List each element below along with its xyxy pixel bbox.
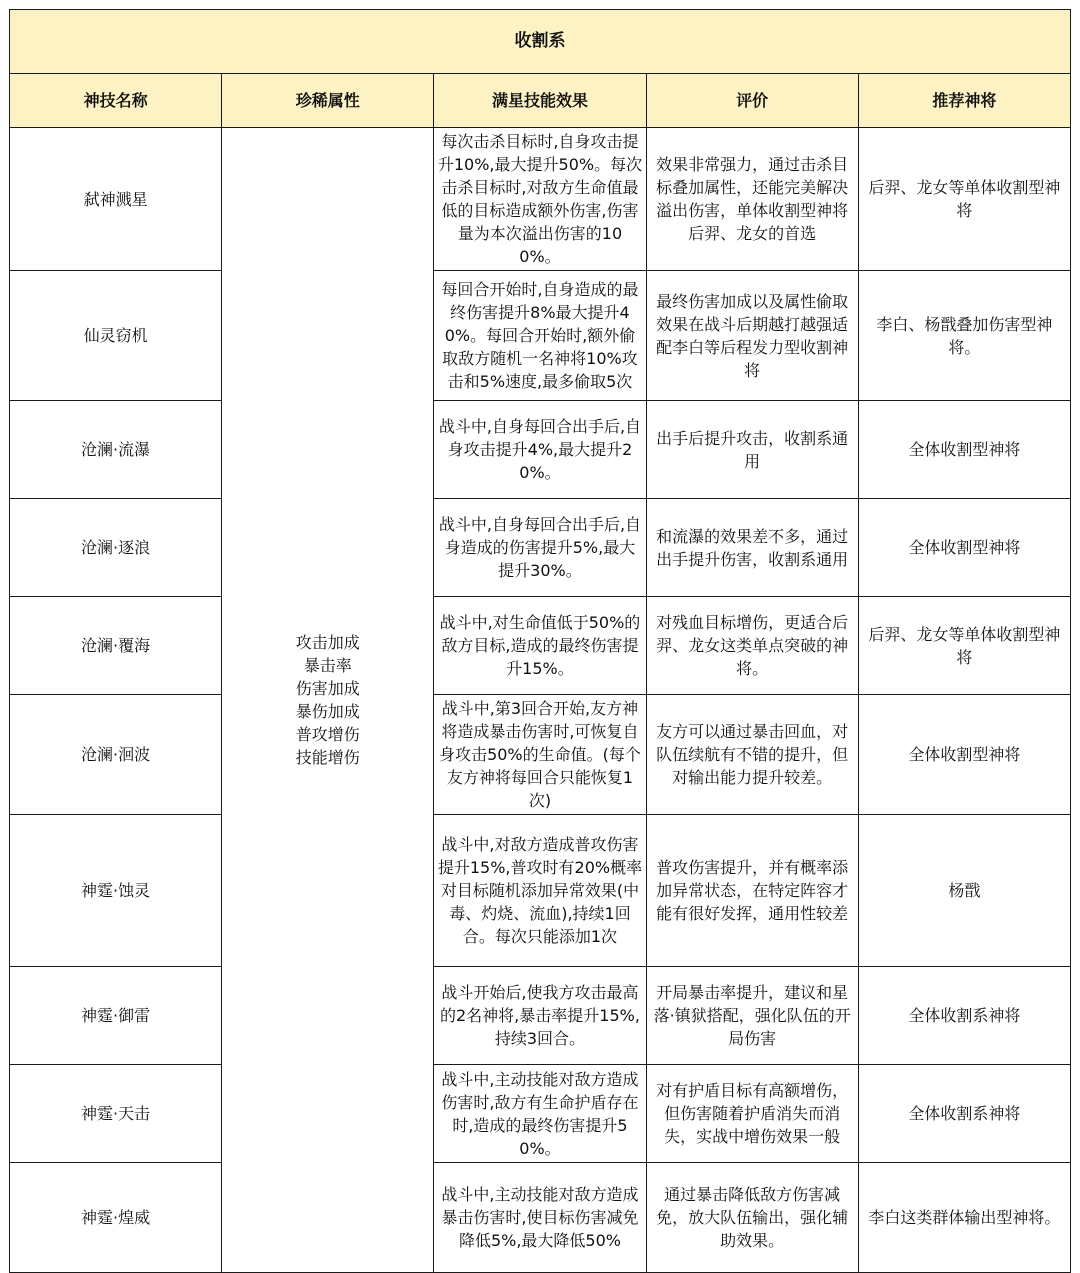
- skill-name: 沧澜·逐浪: [10, 499, 222, 597]
- skill-review: 友方可以通过暴击回血，对队伍续航有不错的提升，但对输出能力提升较差。: [646, 695, 858, 815]
- skill-effect: 战斗中,主动技能对敌方造成暴击伤害时,使目标伤害减免降低5%,最大降低50%: [434, 1163, 646, 1273]
- header-review: 评价: [646, 74, 858, 128]
- recommended-hero: 全体收割系神将: [858, 967, 1070, 1065]
- header-skill-name: 神技名称: [10, 74, 222, 128]
- table-row: [10, 967, 1071, 1065]
- table-title: 收割系: [10, 10, 1071, 74]
- harvest-skill-table: [9, 9, 1071, 1273]
- skill-effect: 战斗中,自身每回合出手后,自身攻击提升4%,最大提升20%。: [434, 401, 646, 499]
- table-row: [10, 499, 1071, 597]
- skill-review: 对有护盾目标有高额增伤，但伤害随着护盾消失而消失，实战中增伤效果一般: [646, 1065, 858, 1163]
- skill-effect: 战斗中,主动技能对敌方造成伤害时,敌方有生命护盾存在时,造成的最终伤害提升50%。: [434, 1065, 646, 1163]
- rare-attribute: 攻击加成: [295, 633, 360, 652]
- table-row: [10, 815, 1071, 967]
- rare-attribute: 技能增伤: [295, 748, 360, 767]
- skill-review: 开局暴击率提升，建议和星落·镇狱搭配，强化队伍的开局伤害: [646, 967, 858, 1065]
- skill-review: 最终伤害加成以及属性偷取效果在战斗后期越打越强适配李白等后程发力型收割神将: [646, 271, 858, 401]
- skill-review: 普攻伤害提升，并有概率添加异常状态，在特定阵容才能有很好发挥，通用性较差: [646, 815, 858, 967]
- skill-review: 通过暴击降低敌方伤害减免，放大队伍输出，强化辅助效果。: [646, 1163, 858, 1273]
- header-rare-attribute: 珍稀属性: [222, 74, 434, 128]
- skill-name: 神霆·蚀灵: [10, 815, 222, 967]
- skill-effect: 战斗中,自身每回合出手后,自身造成的伤害提升5%,最大提升30%。: [434, 499, 646, 597]
- recommended-hero: 全体收割系神将: [858, 1065, 1070, 1163]
- table-row: [10, 1065, 1071, 1163]
- table-row: [10, 695, 1071, 815]
- skill-effect: 战斗中,第3回合开始,友方神将造成暴击伤害时,可恢复自身攻击50%的生命值。(每个友方神将每回合只能恢复1次): [434, 695, 646, 815]
- rare-attribute: 暴伤加成: [295, 702, 360, 721]
- skill-name: 沧澜·洄波: [10, 695, 222, 815]
- recommended-hero: 全体收割型神将: [858, 499, 1070, 597]
- skill-review: 出手后提升攻击，收割系通用: [646, 401, 858, 499]
- skill-review: 对残血目标增伤，更适合后羿、龙女这类单点突破的神将。: [646, 597, 858, 695]
- skill-name: 仙灵窃机: [10, 271, 222, 401]
- skill-effect: 战斗开始后,使我方攻击最高的2名神将,暴击率提升15%,持续3回合。: [434, 967, 646, 1065]
- rare-attribute: 普攻增伤: [295, 725, 360, 744]
- rare-attribute-cell: [222, 128, 434, 1273]
- header-recommended-hero: 推荐神将: [858, 74, 1070, 128]
- skill-review: 和流瀑的效果差不多，通过出手提升伤害，收割系通用: [646, 499, 858, 597]
- recommended-hero: 杨戬: [858, 815, 1070, 967]
- skill-name: 沧澜·流瀑: [10, 401, 222, 499]
- table-row: [10, 128, 1071, 271]
- skill-effect: 每回合开始时,自身造成的最终伤害提升8%最大提升40%。每回合开始时,额外偷取敌方随机一名神将10%攻击和5%速度,最多偷取5次: [434, 271, 646, 401]
- header-max-star-effect: 满星技能效果: [434, 74, 646, 128]
- skill-name: 神霆·天击: [10, 1065, 222, 1163]
- recommended-hero: 后羿、龙女等单体收割型神将: [858, 128, 1070, 271]
- recommended-hero: 李白、杨戬叠加伤害型神将。: [858, 271, 1070, 401]
- table-row: [10, 271, 1071, 401]
- skill-review: 效果非常强力，通过击杀目标叠加属性，还能完美解决溢出伤害，单体收割型神将后羿、龙女的首选: [646, 128, 858, 271]
- recommended-hero: 李白这类群体输出型神将。: [858, 1163, 1070, 1273]
- table-row: [10, 1163, 1071, 1273]
- table-row: [10, 597, 1071, 695]
- rare-attribute: 伤害加成: [295, 679, 360, 698]
- recommended-hero: 全体收割型神将: [858, 401, 1070, 499]
- recommended-hero: 全体收割型神将: [858, 695, 1070, 815]
- skill-name: 沧澜·覆海: [10, 597, 222, 695]
- skill-effect: 战斗中,对生命值低于50%的敌方目标,造成的最终伤害提升15%。: [434, 597, 646, 695]
- skill-effect: 战斗中,对敌方造成普攻伤害提升15%,普攻时有20%概率对目标随机添加异常效果(中毒、灼烧、流血),持续1回合。每次只能添加1次: [434, 815, 646, 967]
- rare-attribute: 暴击率: [303, 656, 352, 675]
- table-row: [10, 401, 1071, 499]
- skill-name: 神霆·煌威: [10, 1163, 222, 1273]
- skill-name: 弑神溅星: [10, 128, 222, 271]
- skill-name: 神霆·御雷: [10, 967, 222, 1065]
- recommended-hero: 后羿、龙女等单体收割型神将: [858, 597, 1070, 695]
- skill-effect: 每次击杀目标时,自身攻击提升10%,最大提升50%。每次击杀目标时,对敌方生命值最低的目标造成额外伤害,伤害量为本次溢出伤害的100%。: [434, 128, 646, 271]
